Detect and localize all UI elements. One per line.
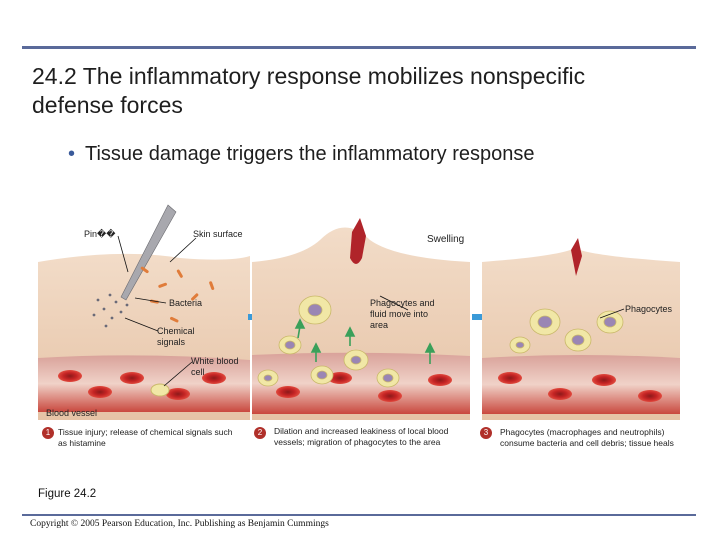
label-pin: Pin�� — [84, 229, 116, 239]
step-badge-1: 1 — [42, 427, 54, 439]
label-bacteria: Bacteria — [169, 298, 203, 308]
step-text-3: Phagocytes (macrophages and neutrophils) consume bacteria and cell debris; tissue heals — [500, 427, 674, 448]
bullet-dot-icon: • — [68, 143, 76, 165]
bottom-rule — [22, 514, 696, 516]
figure-label: Figure 24.2 — [38, 488, 97, 500]
label-white-blood-cell: White blood cell — [191, 356, 239, 377]
label-phagocytes: Phagocytes — [625, 304, 673, 314]
label-phagocytes-fluid: Phagocytes and fluid move into area — [370, 298, 435, 330]
bullet-text: Tissue damage triggers the inflammatory response — [85, 143, 535, 165]
label-swelling: Swelling — [427, 234, 465, 245]
step-text-2: Dilation and increased leakiness of local blood vessels; migration of phagocytes to the area — [274, 426, 449, 447]
step-text-1: Tissue injury; release of chemical signals such as histamine — [58, 427, 233, 448]
white-blood-cell — [151, 384, 169, 396]
copyright-text: Copyright © 2005 Pearson Education, Inc. Publishing as Benjamin Cummings — [30, 519, 329, 529]
label-chemical-signals: Chemical signals — [157, 326, 195, 347]
step-badge-2: 2 — [254, 427, 266, 439]
label-skin-surface: Skin surface — [193, 229, 243, 239]
panel-phagocytes-heal — [482, 238, 680, 420]
label-blood-vessel: Blood vessel — [46, 408, 98, 418]
slide-title: 24.2 The inflammatory response mobilizes nonspecific defense forces — [32, 63, 586, 118]
blood-vessel-3 — [482, 355, 680, 414]
step-badge-3: 3 — [480, 427, 492, 439]
